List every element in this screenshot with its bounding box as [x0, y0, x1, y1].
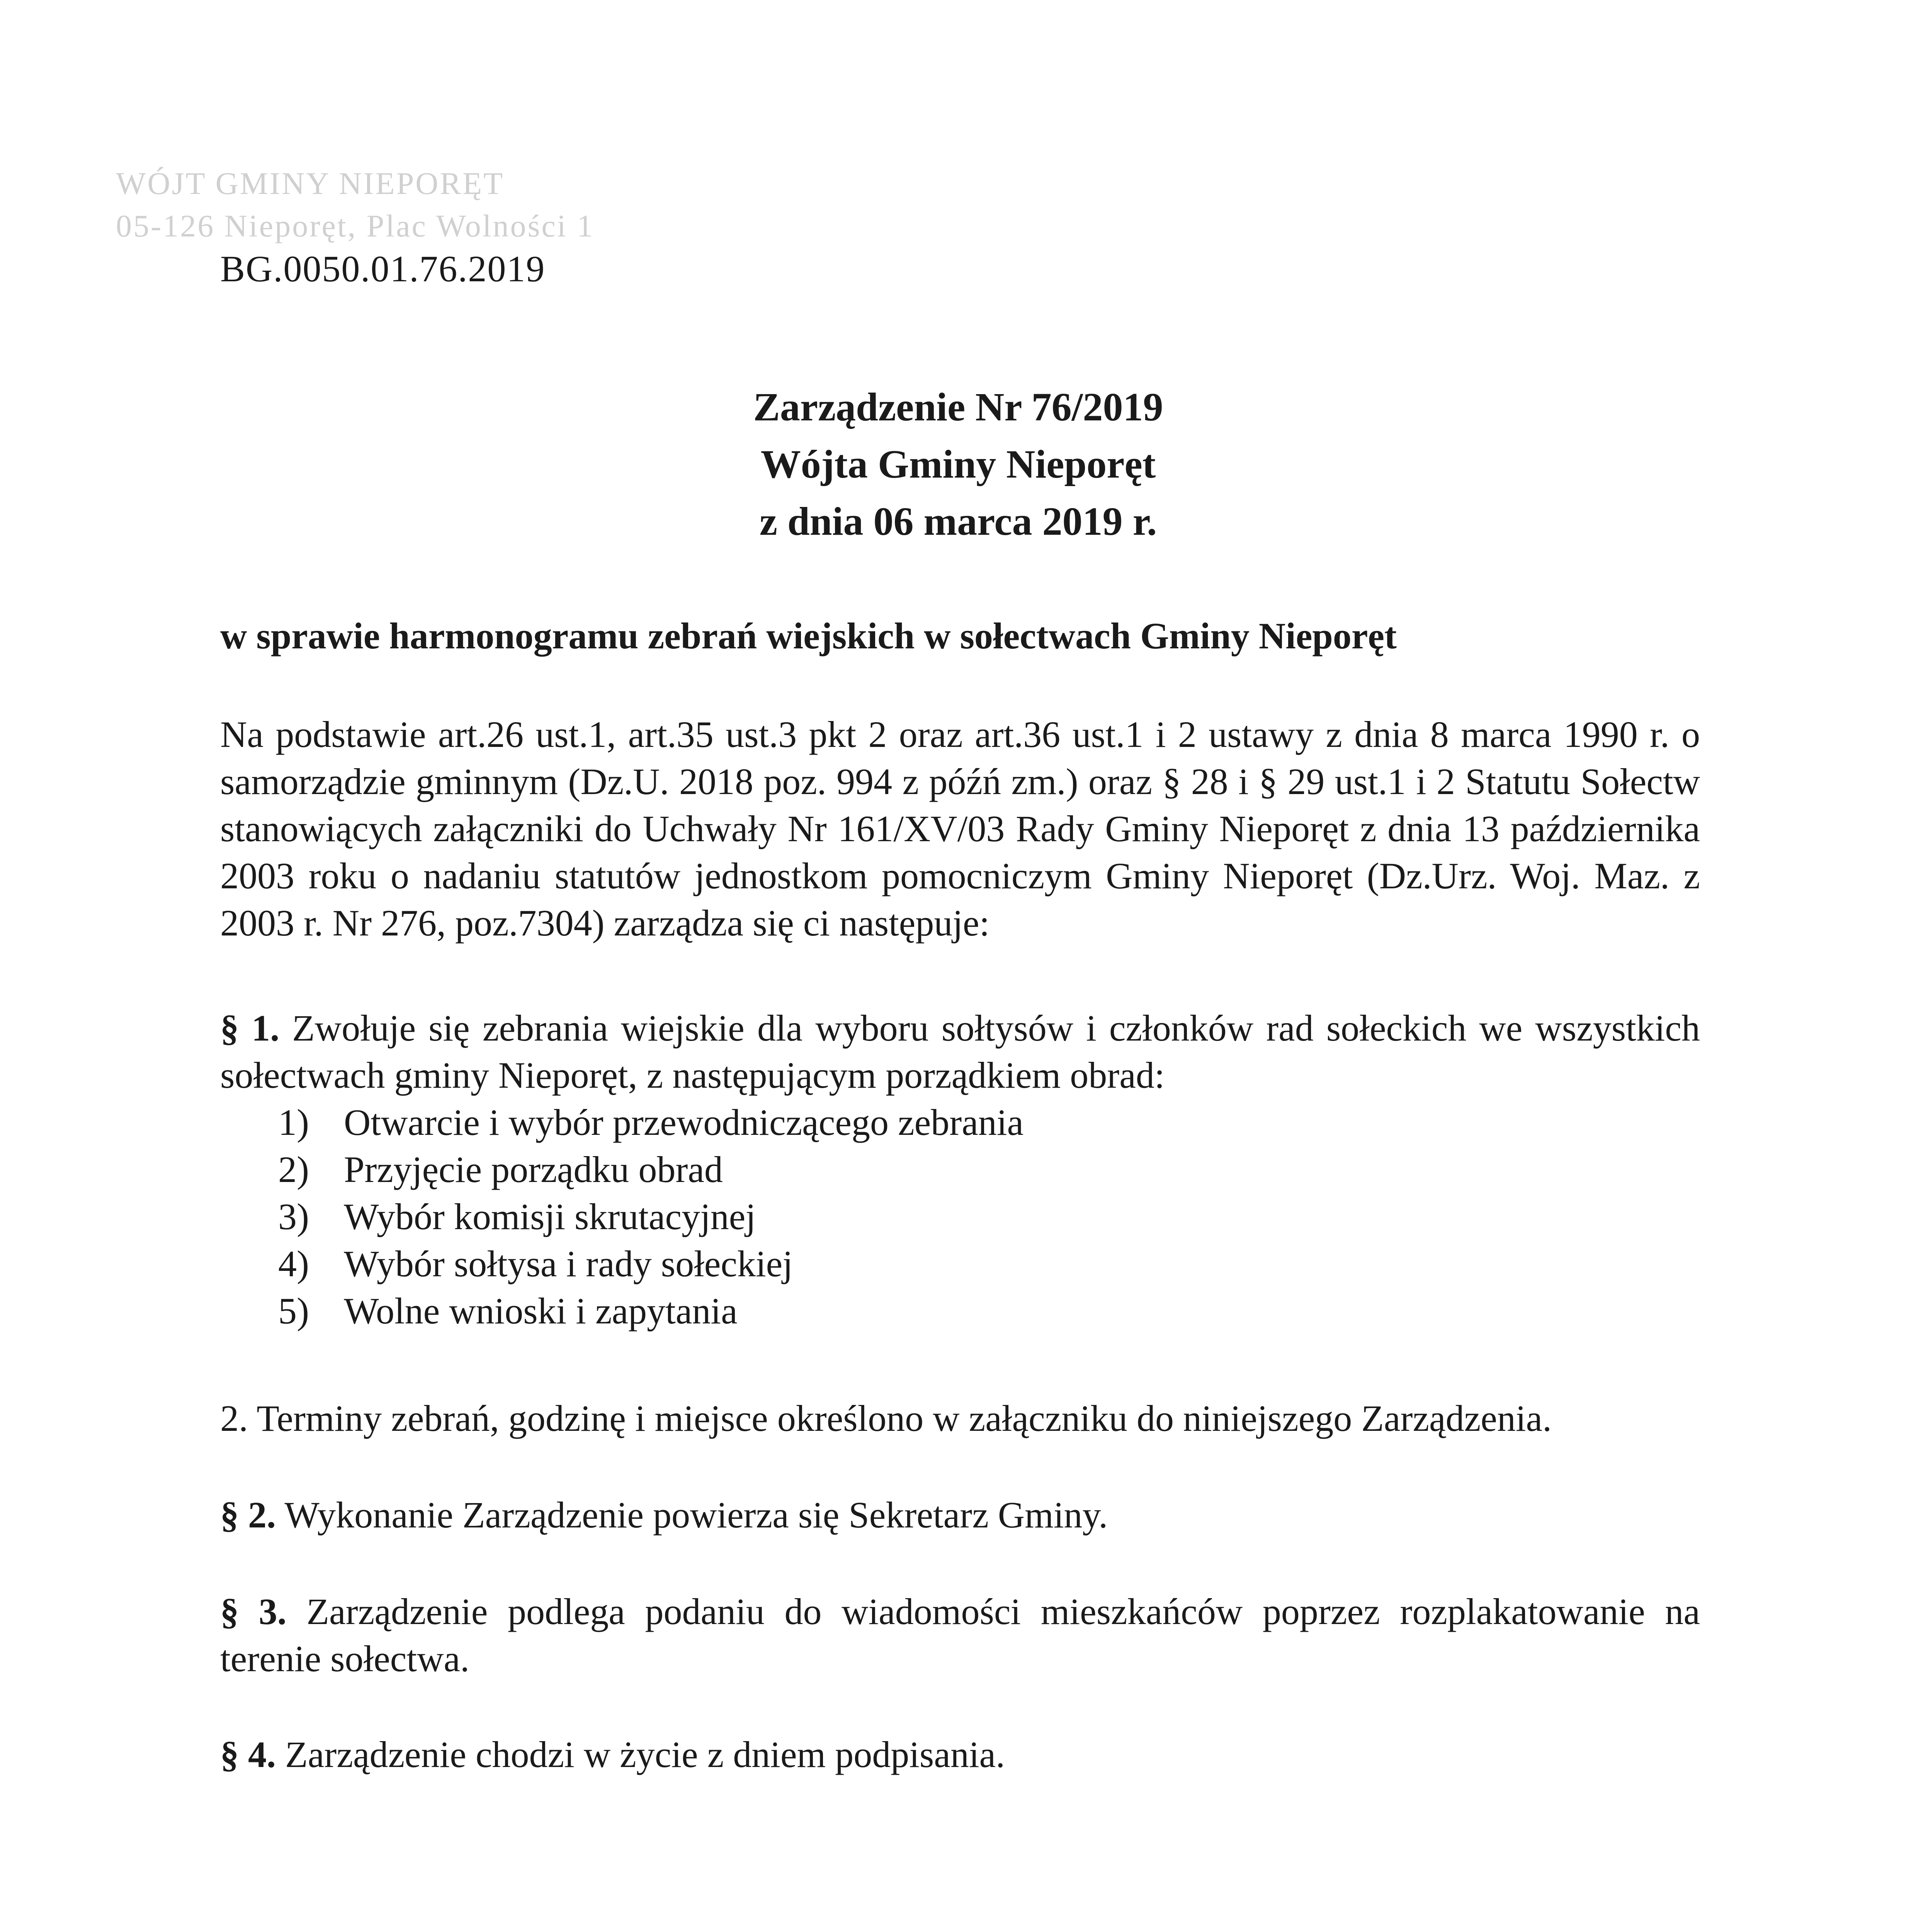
- section-3: [220, 1588, 1700, 1682]
- title-line-1: Zarządzenie Nr 76/2019: [753, 385, 1163, 429]
- stamp-line-2: 05-126 Nieporęt, Plac Wolności 1: [116, 208, 595, 243]
- agenda-item-text: Wybór sołtysa i rady sołeckiej: [344, 1243, 793, 1284]
- section-4-mark: § 4.: [220, 1734, 276, 1775]
- agenda-item-text: Wybór komisji skrutacyjnej: [344, 1196, 756, 1237]
- section-3-mark: § 3.: [220, 1591, 287, 1632]
- agenda-item: [278, 1146, 1700, 1193]
- section-2: [220, 1492, 1700, 1539]
- section-4: [220, 1731, 1700, 1778]
- document-title: [580, 379, 1337, 550]
- document-subject: w sprawie harmonogramu zebrań wiejskich w sołectwach Gminy Nieporęt: [220, 615, 1397, 656]
- section-3-text: Zarządzenie podlega podaniu do wiadomości mieszkańców poprzez rozplakatowanie na terenie sołectwa.: [220, 1591, 1700, 1679]
- agenda-item-number: 5): [278, 1290, 309, 1332]
- agenda-item-number: 3): [278, 1196, 309, 1237]
- legal-basis-paragraph: Na podstawie art.26 ust.1, art.35 ust.3 pkt 2 oraz art.36 ust.1 i 2 ustawy z dnia 8 marca 1990 r. o samorządzie gminnym (Dz.U. 2018 poz. 994 z późń zm.) oraz § 28 i § 29 ust.1 i 2 Statutu Sołectw stanowiących załączniki do Uchwały Nr 161/XV/03 Rady Gminy Nieporęt z dnia 13 października 2003 roku o nadaniu statutów jednostkom pomocniczym Gminy Nieporęt (Dz.Urz. Woj. Maz. z 2003 r. Nr 276, poz.7304) zarządza się ci następuje:: [220, 714, 1700, 944]
- section-1-text: Zwołuje się zebrania wiejskie dla wyboru sołtysów i członków rad sołeckich we wszystkich sołectwach gminy Nieporęt, z następującym porządkiem obrad:: [220, 1007, 1700, 1096]
- agenda-item-text: Otwarcie i wybór przewodniczącego zebrania: [344, 1102, 1024, 1143]
- agenda-item-text: Przyjęcie porządku obrad: [344, 1149, 723, 1190]
- title-line-2: Wójta Gminy Nieporęt: [760, 442, 1156, 486]
- point-2-paragraph: 2. Terminy zebrań, godzinę i miejsce określono w załączniku do niniejszego Zarządzenia.: [220, 1398, 1552, 1439]
- section-1: [220, 1005, 1700, 1335]
- agenda-item-number: 1): [278, 1102, 309, 1143]
- agenda-item: [278, 1099, 1700, 1146]
- agenda-item: [278, 1193, 1700, 1240]
- section-1-intro: [220, 1005, 1700, 1099]
- agenda-item: [278, 1240, 1700, 1287]
- handwritten-signature: [1275, 1816, 1661, 1932]
- section-2-text: Wykonanie Zarządzenie powierza się Sekretarz Gminy.: [284, 1494, 1108, 1536]
- agenda-item-text: Wolne wnioski i zapytania: [344, 1290, 738, 1332]
- office-stamp: [116, 162, 594, 247]
- reference-number: BG.0050.01.76.2019: [220, 248, 546, 289]
- section-4-text: Zarządzenie chodzi w życie z dniem podpisania.: [285, 1734, 1005, 1775]
- title-line-3: z dnia 06 marca 2019 r.: [759, 499, 1157, 544]
- section-2-mark: § 2.: [220, 1494, 276, 1536]
- agenda-item-number: 4): [278, 1243, 309, 1284]
- section-1-mark: § 1.: [220, 1007, 280, 1049]
- stamp-line-1: WÓJT GMINY NIEPORĘT: [116, 166, 505, 201]
- agenda-list: [220, 1099, 1700, 1335]
- agenda-item: [278, 1287, 1700, 1335]
- agenda-item-number: 2): [278, 1149, 309, 1190]
